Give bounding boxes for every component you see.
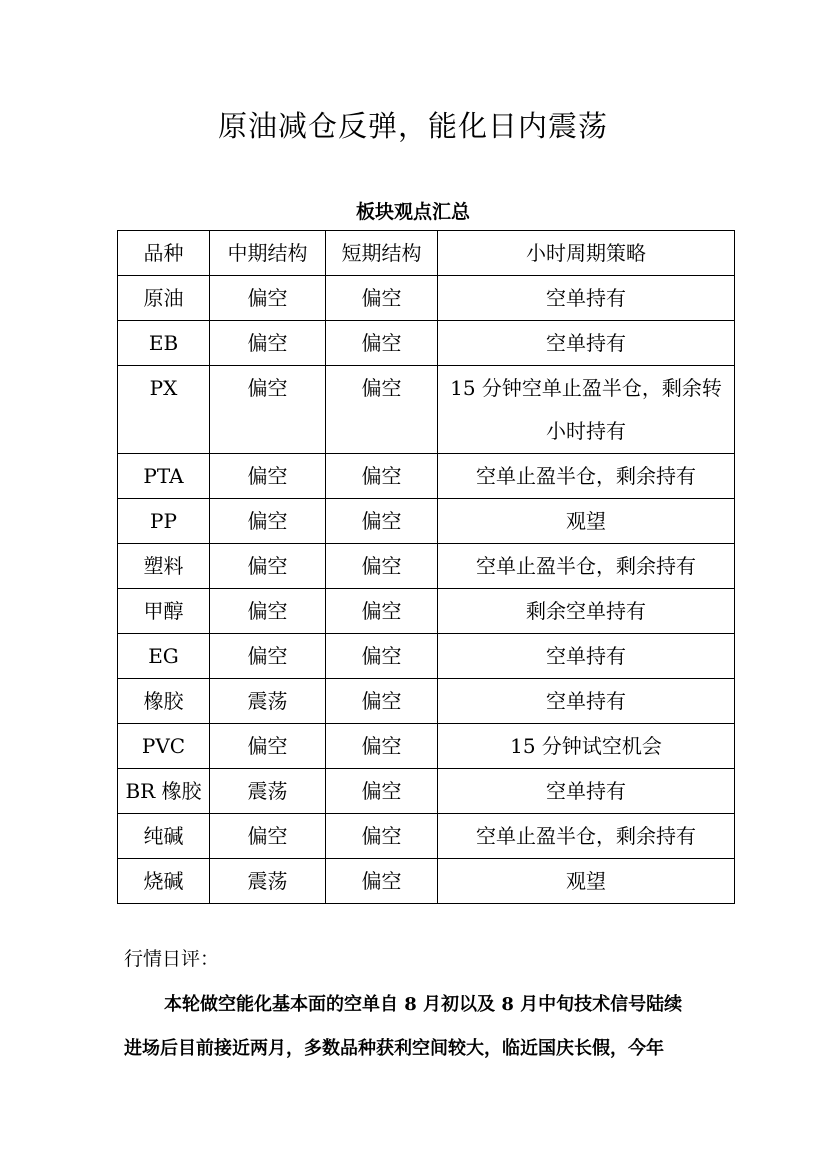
table-row: [118, 724, 735, 769]
table-row: [118, 634, 735, 679]
cell-variety: EG: [118, 634, 210, 679]
cell-mid: 偏空: [210, 724, 326, 769]
cell-variety: PVC: [118, 724, 210, 769]
cell-short: 偏空: [326, 769, 438, 814]
cell-strategy: 空单持有: [438, 769, 735, 814]
cell-variety: 橡胶: [118, 679, 210, 724]
cell-strategy: 空单止盈半仓，剩余持有: [438, 544, 735, 589]
table-row: [118, 366, 735, 454]
cell-short: 偏空: [326, 366, 438, 454]
cell-variety: EB: [118, 321, 210, 366]
cell-short: 偏空: [326, 276, 438, 321]
cell-strategy: 空单持有: [438, 634, 735, 679]
cell-variety: 烧碱: [118, 859, 210, 904]
cell-variety: 甲醇: [118, 589, 210, 634]
cell-strategy: 15 分钟试空机会: [438, 724, 735, 769]
header-mid-structure: 中期结构: [210, 231, 326, 276]
cell-short: 偏空: [326, 321, 438, 366]
cell-strategy: 观望: [438, 499, 735, 544]
table-row: [118, 814, 735, 859]
cell-variety: PTA: [118, 454, 210, 499]
table-row: [118, 769, 735, 814]
table-row: [118, 859, 735, 904]
cell-mid: 偏空: [210, 634, 326, 679]
cell-short: 偏空: [326, 589, 438, 634]
review-paragraph: [124, 983, 724, 1071]
table-header-row: [118, 231, 735, 276]
cell-strategy: 空单止盈半仓，剩余持有: [438, 454, 735, 499]
cell-short: 偏空: [326, 499, 438, 544]
cell-mid: 偏空: [210, 276, 326, 321]
table-title: 板块观点汇总: [355, 201, 470, 223]
cell-mid: 震荡: [210, 859, 326, 904]
review-line: 本轮做空能化基本面的空单自 8 月初以及 8 月中旬技术信号陆续: [164, 994, 683, 1015]
cell-short: 偏空: [326, 454, 438, 499]
table-row: [118, 454, 735, 499]
cell-variety: 原油: [118, 276, 210, 321]
table-row: [118, 544, 735, 589]
review-label: 行情日评：: [124, 948, 220, 970]
cell-mid: 偏空: [210, 589, 326, 634]
cell-variety: PX: [118, 366, 210, 454]
cell-strategy: 空单止盈半仓，剩余持有: [438, 814, 735, 859]
summary-table: [117, 230, 735, 904]
table-row: [118, 321, 735, 366]
header-variety: 品种: [118, 231, 210, 276]
cell-mid: 震荡: [210, 769, 326, 814]
header-short-structure: 短期结构: [326, 231, 438, 276]
cell-mid: 偏空: [210, 366, 326, 454]
cell-short: 偏空: [326, 679, 438, 724]
page-title: 原油减仓反弹，能化日内震荡: [217, 109, 608, 143]
cell-variety: PP: [118, 499, 210, 544]
cell-strategy: 空单持有: [438, 321, 735, 366]
cell-mid: 震荡: [210, 679, 326, 724]
review-line: 进场后目前接近两月，多数品种获利空间较大，临近国庆长假，今年: [124, 1038, 664, 1059]
cell-short: 偏空: [326, 859, 438, 904]
cell-strategy: 空单持有: [438, 679, 735, 724]
cell-variety: 纯碱: [118, 814, 210, 859]
table-row: [118, 589, 735, 634]
cell-mid: 偏空: [210, 499, 326, 544]
cell-short: 偏空: [326, 544, 438, 589]
cell-mid: 偏空: [210, 544, 326, 589]
cell-strategy: 空单持有: [438, 276, 735, 321]
cell-short: 偏空: [326, 724, 438, 769]
table-row: [118, 499, 735, 544]
cell-variety: BR 橡胶: [118, 769, 210, 814]
cell-short: 偏空: [326, 634, 438, 679]
table-row: [118, 679, 735, 724]
cell-strategy: 15 分钟空单止盈半仓，剩余转小时持有: [438, 366, 735, 454]
cell-mid: 偏空: [210, 814, 326, 859]
header-hourly-strategy: 小时周期策略: [438, 231, 735, 276]
cell-strategy: 剩余空单持有: [438, 589, 735, 634]
cell-short: 偏空: [326, 814, 438, 859]
cell-mid: 偏空: [210, 454, 326, 499]
cell-mid: 偏空: [210, 321, 326, 366]
cell-strategy: 观望: [438, 859, 735, 904]
table-row: [118, 276, 735, 321]
cell-variety: 塑料: [118, 544, 210, 589]
